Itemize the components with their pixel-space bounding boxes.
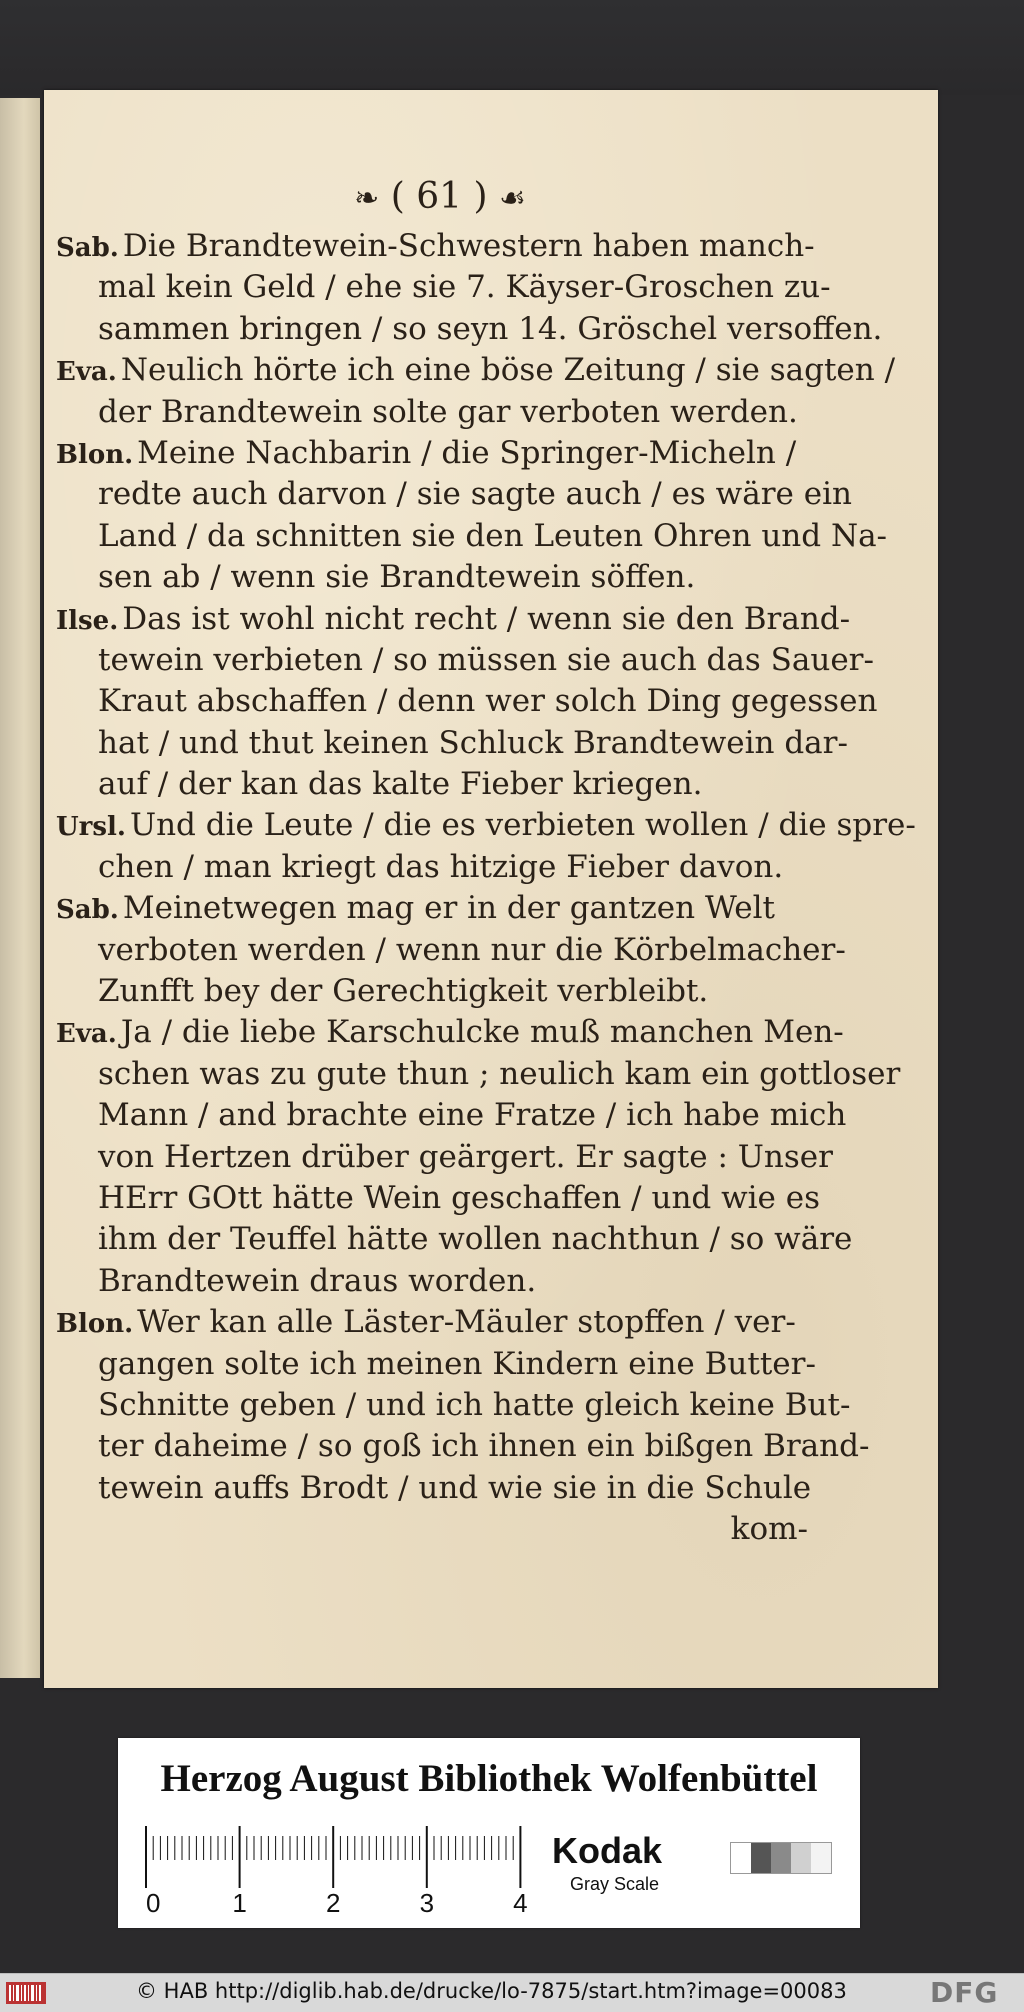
- speaker-name: Ilse.: [56, 605, 119, 636]
- line-text: tewein verbieten / so müssen sie auch das Sauer-: [98, 641, 874, 678]
- ornament-left-icon: ❧: [354, 181, 380, 216]
- scan-background: [0, 0, 1024, 95]
- line-text: Meine Nachbarin / die Springer-Micheln /: [137, 434, 797, 471]
- line-text: ter daheime / so goß ich ihnen ein bißgen Brand-: [98, 1428, 870, 1465]
- library-name: Herzog August Bibliothek Wolfenbüttel: [160, 1757, 818, 1800]
- text-line: [56, 1468, 816, 1509]
- text-line: [56, 1178, 821, 1219]
- line-text: Und die Leute / die es verbieten wollen / die spre-: [129, 807, 916, 844]
- line-text: Kraut abschaffen / denn wer solch Ding gegessen: [98, 683, 878, 720]
- line-text: der Brandtewein solte gar verboten werden.: [98, 393, 798, 430]
- text-line: [56, 1261, 816, 1302]
- text-line: [56, 681, 878, 722]
- text-line: [56, 805, 916, 846]
- line-text: Die Brandtewein-Schwestern haben manch-: [122, 228, 815, 264]
- line-text: von Hertzen drüber geärgert. Er sagte : Unser: [98, 1138, 833, 1175]
- speaker-name: Sab.: [56, 233, 119, 263]
- line-text: HErr GOtt hätte Wein geschaffen / und wie es: [98, 1179, 821, 1216]
- text-line: [56, 764, 816, 805]
- line-text: Das ist wohl nicht recht / wenn sie den Brand-: [122, 600, 851, 637]
- line-text: gangen solte ich meinen Kindern eine Butter-: [98, 1345, 816, 1382]
- text-line: [56, 930, 846, 971]
- text-line: [56, 723, 848, 764]
- text-line: [56, 474, 852, 515]
- previous-page-edge: [0, 98, 40, 1678]
- page-number-header: [300, 176, 580, 226]
- line-text: Land / da schnitten sie den Leuten Ohren und Na-: [98, 517, 888, 554]
- text-line: [56, 971, 816, 1012]
- page-text: [56, 226, 916, 1551]
- line-text: Mann / and brachte eine Fratze / ich habe mich: [98, 1097, 847, 1134]
- line-text: sen ab / wenn sie Brandtewein söffen.: [98, 559, 696, 596]
- line-text: redte auch darvon / sie sagte auch / es wäre ein: [98, 476, 852, 513]
- text-line: [56, 1302, 816, 1343]
- line-text: auf / der kan das kalte Fieber kriegen.: [98, 766, 703, 803]
- speaker-name: Sab.: [56, 895, 119, 926]
- text-line: [56, 599, 851, 640]
- text-line: [56, 309, 883, 350]
- line-text: hat / und thut keinen Schluck Brandtewein dar-: [98, 724, 848, 761]
- catchword: kom-: [730, 1511, 808, 1548]
- text-line: [56, 1344, 816, 1385]
- ruler-number: 3: [419, 1888, 435, 1918]
- speaker-name: Blon.: [56, 1309, 134, 1340]
- speaker-name: Ursl.: [56, 812, 126, 843]
- line-text: Zunfft bey der Gerechtigkeit verbleibt.: [98, 973, 709, 1010]
- text-line: [56, 640, 874, 681]
- barcode-icon: [6, 1982, 46, 2004]
- page-number: ( 61 ): [390, 176, 488, 217]
- ruler-number: 0: [146, 1888, 161, 1918]
- speaker-name: Blon.: [56, 439, 134, 470]
- text-line: [56, 1012, 844, 1053]
- text-line: [56, 1219, 853, 1260]
- line-text: Brandtewein draus worden.: [98, 1262, 537, 1299]
- dfg-logo: DFG: [930, 1976, 999, 2009]
- line-text: schen was zu gute thun ; neulich kam ein gottloser: [98, 1055, 901, 1092]
- ornament-right-icon: ☙: [498, 181, 526, 216]
- line-text: Meinetwegen mag er in der gantzen Welt: [122, 890, 776, 927]
- line-text: Wer kan alle Läster-Mäuler stopffen / ver-: [137, 1304, 796, 1341]
- text-line: [56, 516, 888, 557]
- text-line: [56, 1095, 847, 1136]
- text-line: [56, 557, 816, 598]
- line-text: verboten werden / wenn nur die Körbelmacher-: [98, 931, 846, 968]
- ruler-number: 1: [232, 1888, 247, 1918]
- text-line: [56, 1054, 901, 1095]
- text-line: [56, 888, 816, 929]
- footer-bar: [0, 1973, 1024, 2012]
- text-line: [56, 226, 816, 267]
- line-text: Schnitte geben / und ich hatte gleich keine But-: [98, 1386, 851, 1423]
- text-line: [56, 267, 831, 308]
- line-text: sammen bringen / so seyn 14. Gröschel versoffen.: [98, 310, 883, 347]
- line-text: chen / man kriegt das hitzige Fieber davon.: [98, 848, 784, 885]
- text-line: [56, 1137, 833, 1178]
- gray-scale-chip: [730, 1842, 832, 1874]
- color-target-card: [118, 1738, 860, 1928]
- line-text: tewein auffs Brodt / und wie sie in die Schule: [98, 1469, 812, 1506]
- text-line: [56, 1426, 870, 1467]
- text-line: [56, 433, 816, 474]
- gray-scale-label: Gray Scale: [570, 1874, 660, 1894]
- ruler-number: 4: [513, 1888, 528, 1918]
- speaker-name: Eva.: [56, 357, 117, 388]
- text-line: [56, 392, 816, 433]
- line-text: Ja / die liebe Karschulcke muß manchen Men-: [120, 1014, 844, 1051]
- copyright-link[interactable]: © HAB http://diglib.hab.de/drucke/lo-7875/start.htm?image=00083: [136, 1979, 847, 2003]
- line-text: Neulich hörte ich eine böse Zeitung / sie sagten /: [120, 352, 896, 389]
- speaker-name: Eva.: [56, 1019, 117, 1050]
- text-line: [56, 1385, 851, 1426]
- line-text: mal kein Geld / ehe sie 7. Käyser-Groschen zu-: [98, 269, 831, 306]
- line-text: ihm der Teuffel hätte wollen nachthun / so wäre: [98, 1221, 853, 1258]
- kodak-logo: Kodak: [552, 1830, 663, 1871]
- ruler-number: 2: [325, 1888, 341, 1918]
- text-line: [56, 350, 896, 391]
- text-line: [56, 847, 816, 888]
